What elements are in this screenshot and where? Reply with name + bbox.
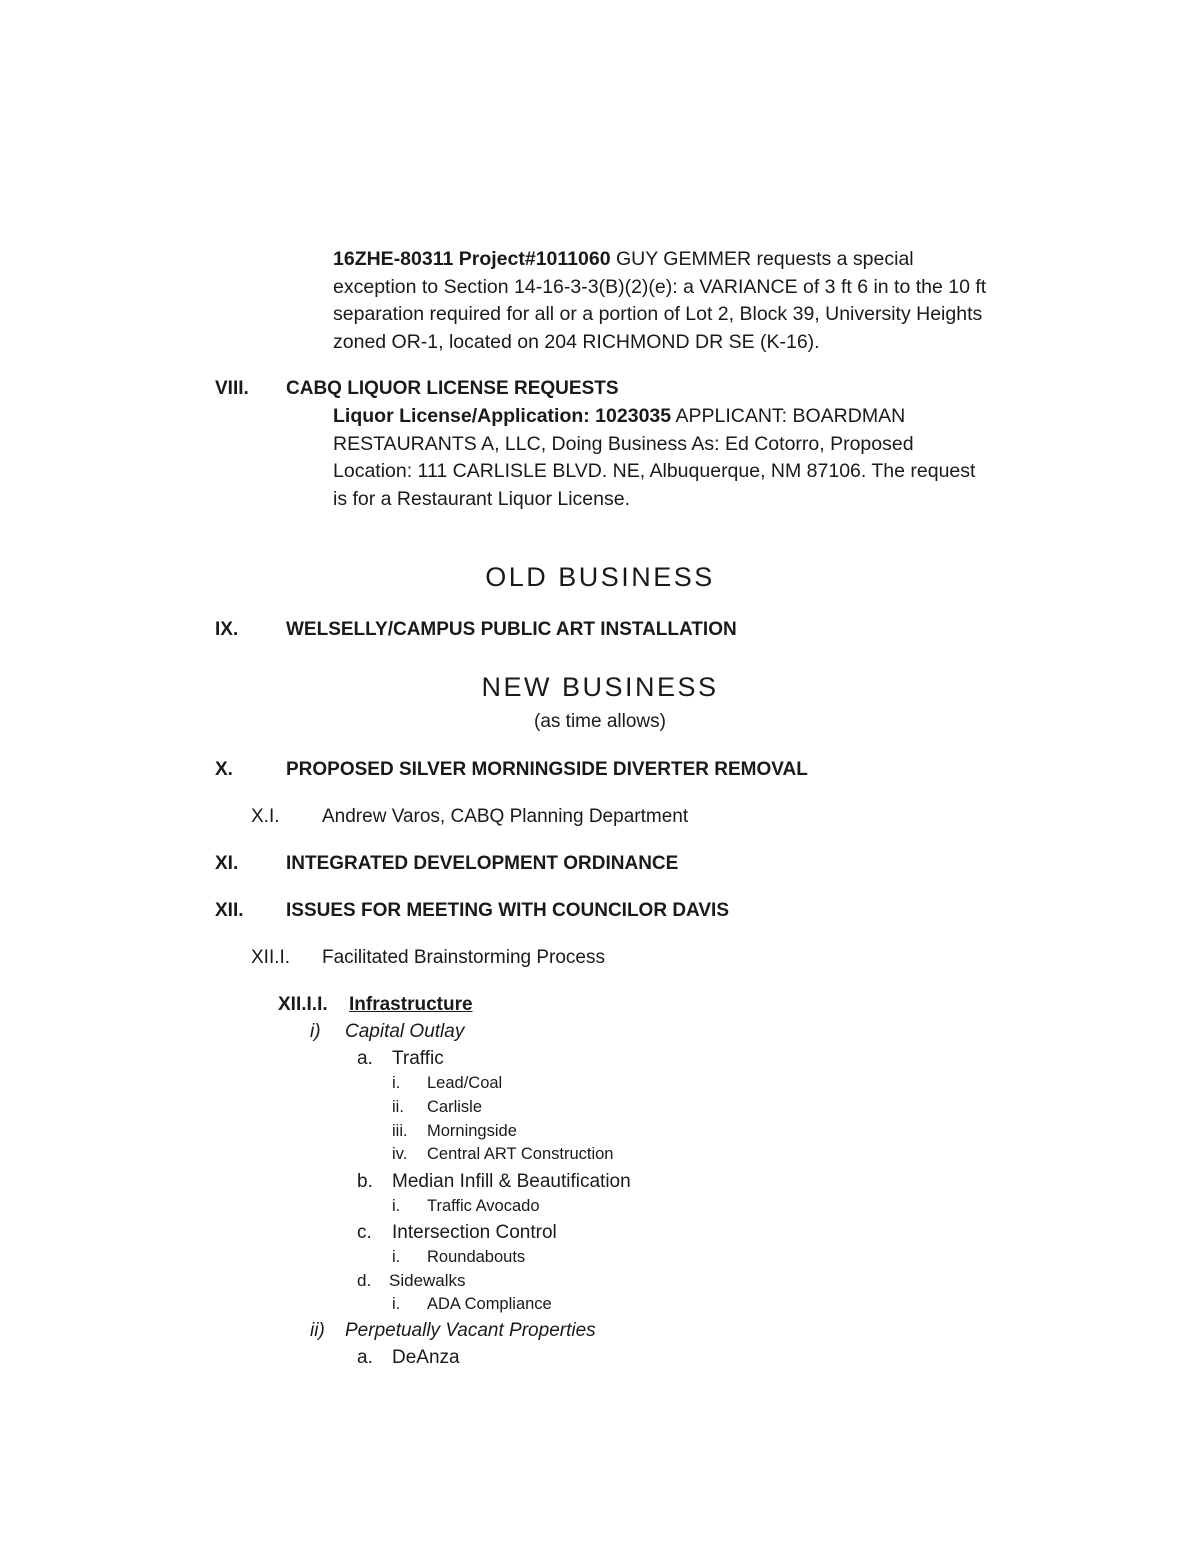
liquor-license-paragraph — [333, 403, 993, 513]
outline-d-number: d. — [357, 1271, 372, 1290]
item-9-number: IX. — [215, 619, 239, 640]
new-business-subtitle: (as time allows) — [534, 711, 666, 732]
outline-traffic-avocado: Traffic Avocado — [427, 1197, 540, 1215]
outline-lead-coal: Lead/Coal — [427, 1074, 503, 1092]
old-business-title: OLD BUSINESS — [485, 562, 715, 592]
outline-a-i-number: i. — [392, 1074, 401, 1092]
outline-capital-outlay: Capital Outlay — [345, 1021, 465, 1042]
outline-traffic: Traffic — [392, 1048, 444, 1069]
liquor-license-text: APPLICANT: BOARDMAN RESTAURANTS A, LLC, Doing Business As: Ed Cotorro, Proposed Location: 111 CARLISLE BLVD. NE, Albuquerque, NM 87106. The request is for a Restaurant Liquor License. — [333, 405, 976, 510]
outline-roundabouts: Roundabouts — [427, 1248, 526, 1266]
outline-ada-compliance: ADA Compliance — [427, 1295, 552, 1313]
item-12-1-1-heading: Infrastructure — [349, 994, 473, 1015]
outline-a-iii-number: iii. — [392, 1122, 408, 1140]
outline-vacant-properties: Perpetually Vacant Properties — [345, 1320, 596, 1341]
outline-a-ii-number: ii. — [392, 1098, 404, 1116]
item-11-number: XI. — [215, 853, 239, 874]
zhe-request-text: GUY GEMMER requests a special exception to Section 14-16-3-3(B)(2)(e): a VARIANCE of 3 ft 6 in to the 10 ft separation required for all or a portion of Lot 2, Block 39, University Heights zoned OR-1, located on 204 RICHMOND DR SE (K-16). — [333, 248, 987, 353]
item-9-heading: WELSELLY/CAMPUS PUBLIC ART INSTALLATION — [286, 619, 737, 640]
outline-median-infill: Median Infill & Beautification — [392, 1171, 631, 1192]
item-10-heading: PROPOSED SILVER MORNINGSIDE DIVERTER REMOVAL — [286, 759, 808, 780]
item-12-1-1-number: XII.I.I. — [278, 994, 328, 1015]
outline-deanza: DeAnza — [392, 1347, 460, 1368]
item-8-number: VIII. — [215, 378, 249, 399]
outline-intersection-control: Intersection Control — [392, 1222, 557, 1243]
outline-c-i-number: i. — [392, 1248, 401, 1266]
item-8-heading: CABQ LIQUOR LICENSE REQUESTS — [286, 378, 619, 399]
item-12-number: XII. — [215, 900, 244, 921]
outline-roman-2-number: ii) — [310, 1320, 325, 1341]
new-business-title: NEW BUSINESS — [481, 672, 719, 702]
outline-central-art: Central ART Construction — [427, 1145, 614, 1163]
item-12-heading: ISSUES FOR MEETING WITH COUNCILOR DAVIS — [286, 900, 729, 921]
outline-carlisle: Carlisle — [427, 1098, 483, 1116]
zhe-case-number: 16ZHE-80311 Project#1011060 — [333, 248, 611, 270]
item-10-1-text: Andrew Varos, CABQ Planning Department — [322, 806, 689, 827]
outline-roman-1-number: i) — [310, 1021, 321, 1042]
item-10-1-number: X.I. — [251, 806, 280, 827]
item-12-1-number: XII.I. — [251, 947, 291, 968]
outline-a-number: a. — [357, 1048, 373, 1069]
outline-d-i-number: i. — [392, 1295, 401, 1313]
outline-r2-a-number: a. — [357, 1347, 373, 1368]
outline-b-i-number: i. — [392, 1197, 401, 1215]
zhe-request-paragraph — [333, 246, 993, 356]
outline-b-number: b. — [357, 1171, 373, 1192]
outline-sidewalks: Sidewalks — [389, 1271, 466, 1290]
item-12-1-text: Facilitated Brainstorming Process — [322, 947, 605, 968]
liquor-license-number: Liquor License/Application: 1023035 — [333, 405, 672, 427]
item-11-heading: INTEGRATED DEVELOPMENT ORDINANCE — [286, 853, 679, 874]
outline-c-number: c. — [357, 1222, 372, 1243]
outline-morningside: Morningside — [427, 1122, 517, 1140]
outline-a-iv-number: iv. — [392, 1145, 408, 1163]
item-10-number: X. — [215, 759, 233, 780]
